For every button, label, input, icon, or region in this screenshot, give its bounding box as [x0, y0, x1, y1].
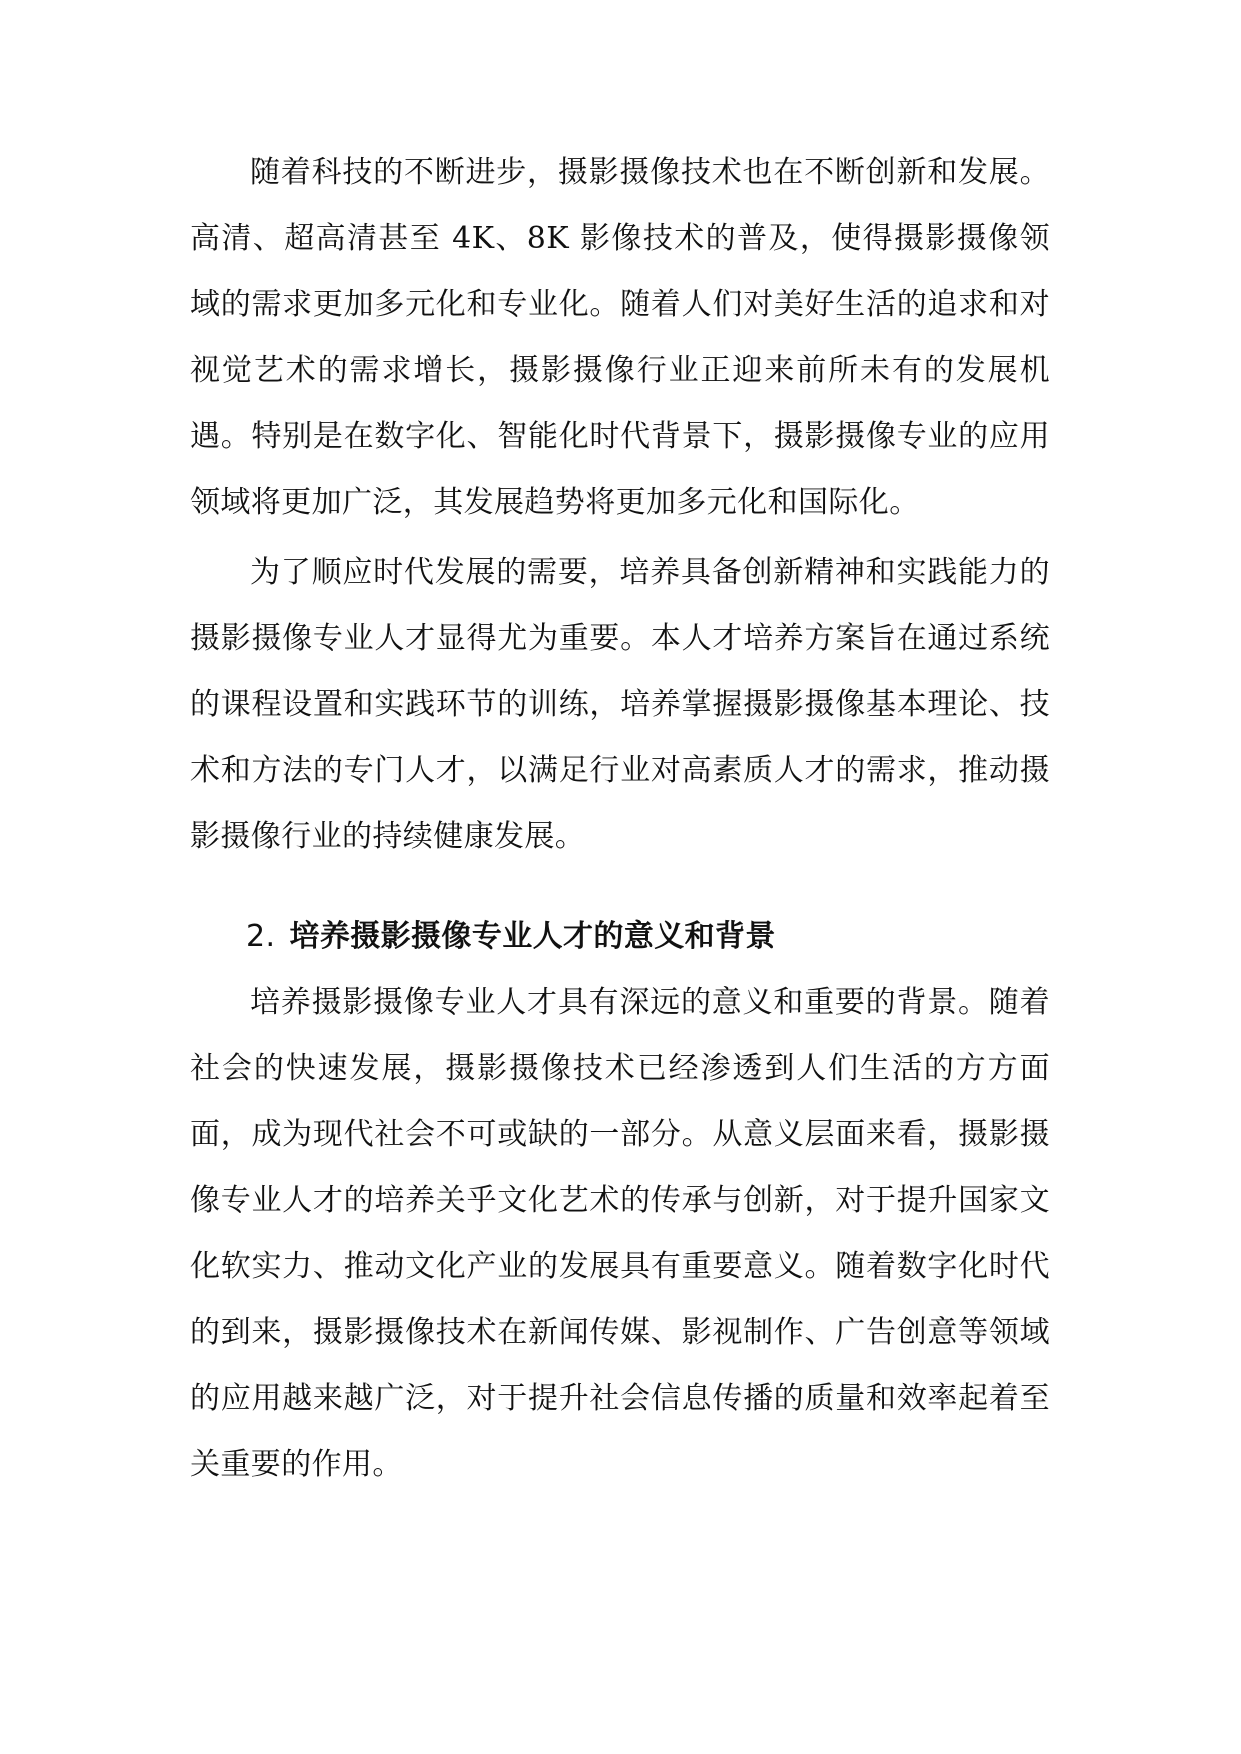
- paragraph-significance-background: 培养摄影摄像专业人才具有深远的意义和重要的背景。随着社会的快速发展，摄影摄像技术已经渗透到人们生活的方方面面，成为现代社会不可或缺的一部分。从意义层面来看，摄影摄像专业人才的培养关乎文化艺术的传承与创新，对于提升国家文化软实力、推动文化产业的发展具有重要意义。随着数字化时代的到来，摄影摄像技术在新闻传媒、影视制作、广告创意等领域的应用越来越广泛，对于提升社会信息传播的质量和效率起着至关重要的作用。: [190, 985, 1050, 1482]
- section-title: 培养摄影摄像专业人才的意义和背景: [289, 919, 776, 954]
- paragraph-technology-development: 随着科技的不断进步，摄影摄像技术也在不断创新和发展。高清、超高清甚至 4K、8K 影像技术的普及，使得摄影摄像领域的需求更加多元化和专业化。随着人们对美好生活的追求和对视觉艺术的需求增长，摄影摄像行业正迎来前所未有的发展机遇。特别是在数字化、智能化时代背景下，摄影摄像专业的应用领域将更加广泛，其发展趋势将更加多元化和国际化。: [190, 155, 1050, 520]
- section-heading: [190, 904, 1050, 970]
- section-number: 2.: [246, 919, 276, 954]
- document-body: [190, 140, 1050, 1498]
- paragraph-talent-training-purpose: 为了顺应时代发展的需要，培养具备创新精神和实践能力的摄影摄像专业人才显得尤为重要。本人才培养方案旨在通过系统的课程设置和实践环节的训练，培养掌握摄影摄像基本理论、技术和方法的专门人才，以满足行业对高素质人才的需求，推动摄影摄像行业的持续健康发展。: [190, 555, 1050, 854]
